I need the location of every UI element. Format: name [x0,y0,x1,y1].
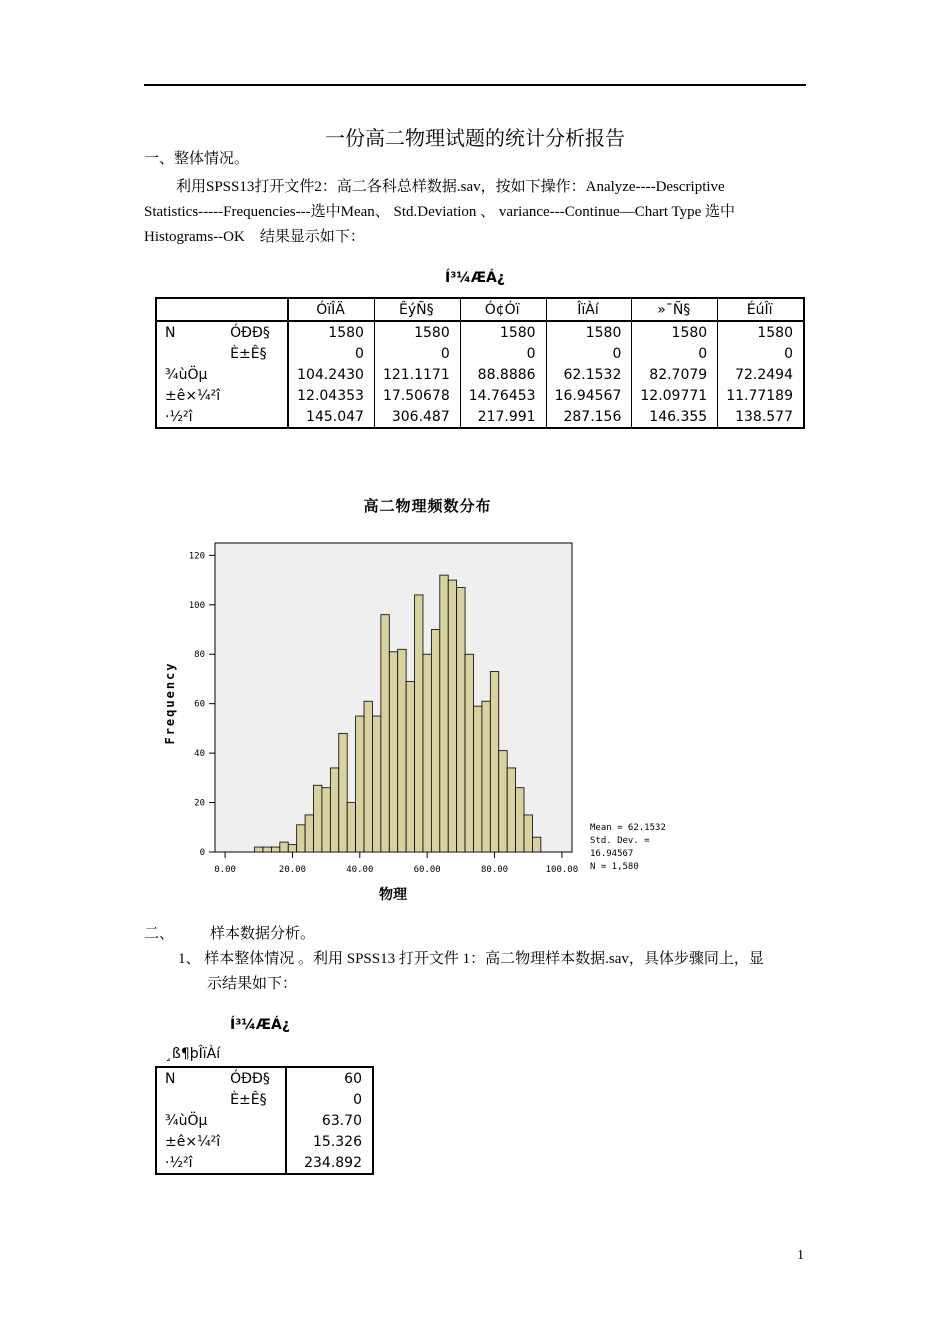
table-cell: 15.326 [313,1133,362,1150]
histogram-bar [415,595,423,852]
histogram-bar [406,681,414,852]
table1-title: Í³¼ÆÁ¿ [445,270,505,286]
table-cell: 0 [546,343,632,364]
row-label: ¾ùÖµ [165,1112,208,1129]
table1-col-header: ÓïÎÄ [288,298,374,321]
row-label: N [165,1070,176,1087]
table-cell: 1580 [374,321,460,343]
table1-corner-cell [156,298,288,321]
page-number: 1 [797,1248,804,1263]
section1-heading: 一、整体情况。 [144,151,250,167]
y-tick-label: 60 [194,699,205,710]
histogram-bar [372,716,380,852]
row-sublabel: ÓÐÐ§ [230,1067,286,1089]
x-tick-label: 100.00 [545,865,579,875]
table-cell: 62.1532 [546,364,632,385]
y-tick-label: 0 [199,848,205,858]
histogram-bar [448,580,456,852]
histogram-bar [490,672,498,852]
table-cell: 146.355 [632,406,718,428]
table-cell: 0 [718,343,804,364]
table-row [156,321,804,343]
table-row [156,1089,373,1110]
table-cell: 82.7079 [632,364,718,385]
table1-col-header: Ó¢Óï [460,298,546,321]
histogram-bar [524,815,532,852]
row-sublabel: ÓÐÐ§ [230,321,288,343]
section1-paragraph-line1: 利用SPSS13打开文件2：高二各科总样数据.sav，按如下操作：Analyze----Descriptive [176,179,725,195]
row-label: ·½²î [165,1154,193,1171]
table-cell: 306.487 [374,406,460,428]
row-sublabel [230,1131,286,1152]
histogram-bar [271,847,279,852]
x-tick-label: 80.00 [480,865,509,875]
table1-col-header: ÊýÑ§ [374,298,460,321]
row-sublabel [230,364,288,385]
legend-n: N = 1,580 [590,862,639,872]
table-cell: 217.991 [460,406,546,428]
histogram-bar [322,788,330,852]
x-axis-label: 物理 [379,887,407,903]
row-label [156,343,230,364]
histogram-bar [465,654,473,852]
section1-paragraph-line3: Histograms--OK 结果显示如下： [144,229,365,245]
x-tick-label: 20.00 [278,865,307,875]
table-cell: 72.2494 [718,364,804,385]
table-cell: 14.76453 [460,385,546,406]
row-label [156,1089,230,1110]
x-tick-label: 60.00 [413,865,441,875]
table-row [156,1110,373,1131]
histogram-bar [347,803,355,852]
chart-title: 高二物理频数分布 [363,497,492,515]
table-row [156,406,804,428]
histogram-bar [381,615,389,852]
table2-statistics [155,1066,374,1175]
table-cell: 1580 [632,321,718,343]
table-cell: 145.047 [288,406,374,428]
row-sublabel [230,1152,286,1174]
histogram-bar [499,751,507,852]
table-cell: 1580 [288,321,374,343]
row-sublabel: È±Ê§ [230,1089,286,1110]
row-label: ±ê×¼²î [165,1133,221,1150]
row-label: N [165,324,176,341]
table-cell: 17.50678 [374,385,460,406]
row-sublabel [230,406,288,428]
table-cell: 60 [344,1070,362,1087]
table-cell: 287.156 [546,406,632,428]
row-sublabel [230,1110,286,1131]
y-tick-label: 100 [188,600,205,611]
table-cell: 0 [288,343,374,364]
histogram-bar [288,845,296,852]
item1-line2: 示结果如下： [207,976,298,992]
table2-subtitle: ¸ß¶þÎïÀí [165,1046,221,1062]
table-cell: 0 [374,343,460,364]
histogram-bar [356,716,364,852]
table-cell: 12.04353 [288,385,374,406]
legend-std-value: 16.94567 [590,849,634,859]
row-label: ±ê×¼²î [165,387,221,404]
x-tick-label: 40.00 [346,865,374,875]
table-row [156,1152,373,1174]
section2-heading: 样本数据分析。 [210,926,316,942]
table-cell: 88.8886 [460,364,546,385]
y-axis-label: Frequency [163,661,177,745]
histogram-bar [516,788,524,852]
histogram-bar [482,701,490,852]
table-cell: 16.94567 [546,385,632,406]
table-cell: 1580 [546,321,632,343]
histogram-bar [507,768,515,852]
histogram-chart [150,535,710,910]
histogram-bar [398,649,406,852]
table-cell: 1580 [718,321,804,343]
table-row [156,364,804,385]
table-cell: 12.09771 [632,385,718,406]
x-axis [214,852,578,875]
row-sublabel: È±Ê§ [230,343,288,364]
histogram-bar [364,701,372,852]
table-cell: 121.1171 [374,364,460,385]
header-rule [144,84,806,86]
y-tick-label: 40 [194,749,205,760]
section2-number: 二、 [144,926,175,942]
histogram-bar [389,652,397,852]
table-cell: 104.2430 [288,364,374,385]
legend-mean: Mean = 62.1532 [590,823,666,833]
y-tick-label: 120 [188,551,205,562]
table-row [156,343,804,364]
document-title: 一份高二物理试题的统计分析报告 [325,126,625,150]
table1-col-header: ÉúÎï [718,298,804,321]
histogram-bar [314,785,322,852]
histogram-bar [423,654,431,852]
histogram-bar [297,825,305,852]
histogram-bar [255,847,263,852]
row-sublabel [230,385,288,406]
y-axis [189,551,215,858]
section1-paragraph-line2: Statistics-----Frequencies---选中Mean、 Std.Deviation 、 variance---Continue—Chart Type 选中 [144,204,736,220]
row-label: ·½²î [165,408,193,425]
histogram-bar [473,706,481,852]
table-row [156,1131,373,1152]
table1-col-header: ÎïÀí [546,298,632,321]
histogram-bar [457,588,465,853]
legend-std-label: Std. Dev. = [590,836,650,846]
table1-header-row [156,298,804,321]
histogram-bar [305,815,313,852]
table-cell: 11.77189 [718,385,804,406]
item1-line1: 1、 样本整体情况 。利用 SPSS13 打开文件 1：高二物理样本数据.sav，具体步骤同上，显 [178,951,764,967]
y-tick-label: 20 [194,798,205,809]
table-cell: 0 [353,1091,362,1108]
histogram-bar [263,847,271,852]
table-cell: 0 [632,343,718,364]
table-cell: 1580 [460,321,546,343]
histogram-bar [431,630,439,852]
row-label: ¾ùÖµ [165,366,208,383]
histogram-bar [280,842,288,852]
histogram-bar [532,837,540,852]
table-cell: 234.892 [304,1154,362,1171]
table1-statistics [155,297,805,429]
table-cell: 138.577 [718,406,804,428]
table1-col-header: »¯Ñ§ [632,298,718,321]
table-row [156,1067,373,1089]
histogram-bar [330,768,338,852]
x-tick-label: 0.00 [214,865,236,875]
table2-title: Í³¼ÆÁ¿ [230,1017,290,1033]
table-cell: 63.70 [321,1112,362,1129]
table-cell: 0 [460,343,546,364]
histogram-bar [339,733,347,852]
y-tick-label: 80 [194,650,205,661]
histogram-bar [440,575,448,852]
table-row [156,385,804,406]
